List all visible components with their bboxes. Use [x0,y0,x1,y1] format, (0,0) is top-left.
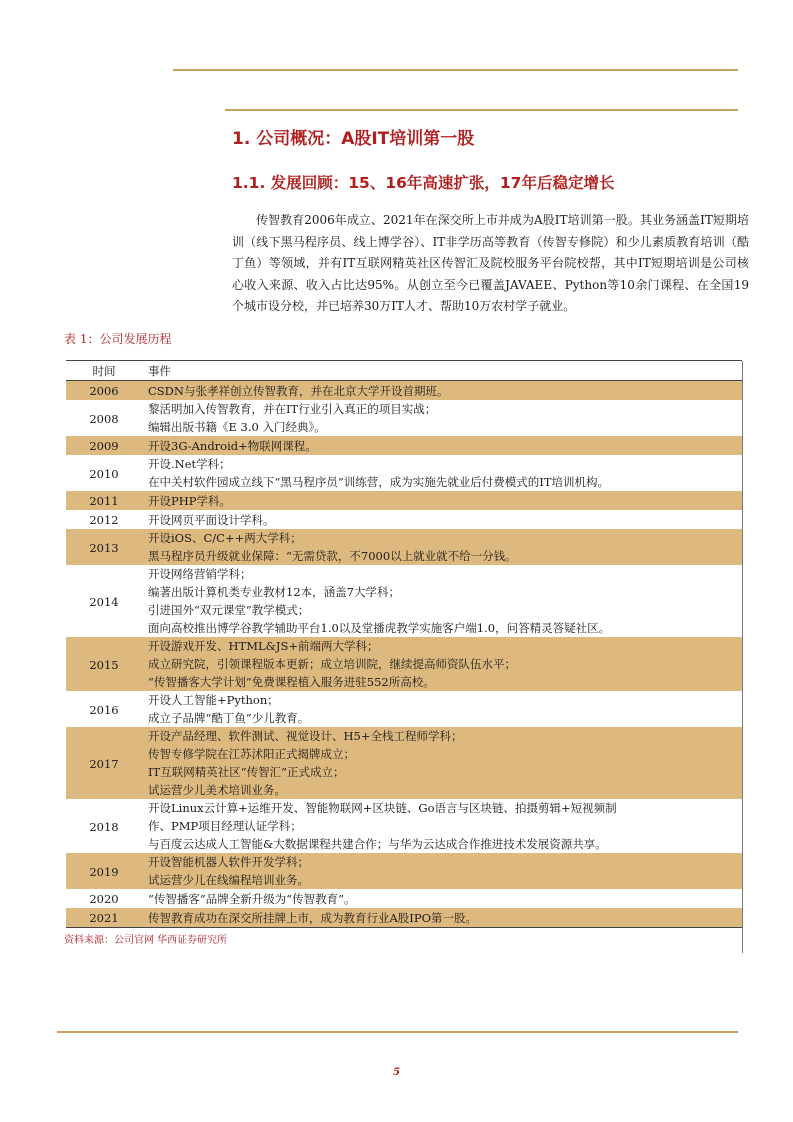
header-events: 事件 [142,361,742,381]
event-line: 编著出版计算机类专业教材12本，涵盖7大学科； [148,585,400,599]
events-cell [142,529,742,565]
event-line: 成立研究院，引领课程版本更新；成立培训院，继续提高师资队伍水平； [148,657,516,671]
events-cell [142,381,742,401]
event-line: CSDN与张孝祥创立传智教育，并在北京大学开设首期班。 [148,383,449,398]
event-line: “传智播客”品牌全新升级为“传智教育”。 [148,891,356,906]
event-line: 面向高校推出博学谷教学辅助平台1.0以及堂播虎教学实施客户端1.0，问答精灵答疑社区。 [148,621,611,635]
table-row [66,510,742,529]
table-row [66,889,742,908]
events-cell [142,491,742,510]
table-row [66,529,742,565]
year-cell: 2014 [89,594,119,609]
event-line: 开设3G-Android+物联网课程。 [148,438,317,453]
event-line: 开设游戏开发、HTML&JS+前端两大学科； [148,639,379,653]
table-row [66,381,742,401]
events-cell [142,510,742,529]
event-line: 开设网页平面设计学科。 [148,512,275,527]
year-cell: 2019 [66,853,142,889]
events-cell [142,908,742,928]
events-cell [142,691,742,727]
event-line: 开设人工智能+Python； [148,693,279,707]
events-cell [142,727,742,799]
event-line: IT互联网精英社区“传智汇”正式成立； [148,765,345,779]
event-line: 成立子品牌“酷丁鱼”少儿教育。 [148,711,310,725]
year-cell: 2018 [89,819,119,834]
table-row [66,691,742,727]
year-cell: 2017 [66,727,142,799]
history-table [66,360,742,928]
table-row [66,637,742,691]
year-cell: 2009 [66,436,142,455]
event-line: 传智专修学院在江苏沭阳正式揭牌成立； [148,747,355,761]
event-line: 开设Linux云计算+运维开发、智能物联网+区块链、Go语言与区块链、拍摄剪辑+短视频制 [148,801,617,815]
table-row [66,400,742,436]
table-row [66,908,742,928]
event-line: 引进国外“双元课堂”教学模式； [148,603,310,617]
table-row [66,565,742,637]
intro-paragraph: 传智教育2006年成立、2021年在深交所上市并成为A股IT培训第一股。其业务涵盖IT短期培训（线下黑马程序员、线上博学谷）、IT非学历高等教育（传智专修院）和少儿素质教育培训（酷丁鱼）等领域，并有IT互联网精英社区传智汇及院校服务平台院校帮，其中IT短期培训是公司核心收入来源、收入占比达95%。从创立至今已覆盖JAVAEE、Python等10余门课程、在全国19个城市设分校，并已培养30万IT人才、帮助10万农村学子就业。 [232,213,749,313]
header-rule [173,69,738,71]
header-year: 时间 [66,361,142,381]
table-row [66,799,742,853]
table-row [66,455,742,491]
events-cell [142,565,742,637]
section-rule [225,109,738,111]
year-cell: 2021 [66,908,142,928]
year-cell: 2015 [66,637,142,691]
event-line: 作、PMP项目经理认证学科； [148,819,302,833]
event-line: 试运营少儿美术培训业务。 [148,783,286,797]
table-right-border [742,361,743,953]
event-line: 与百度云达成人工智能&大数据课程共建合作；与华为云达成合作推进技术发展资源共享。 [148,837,607,851]
page-number: 5 [393,1067,400,1078]
event-line: 开设智能机器人软件开发学科； [148,855,309,869]
year-cell: 2013 [66,529,142,565]
table-row [66,853,742,889]
events-cell [142,455,742,491]
event-line: 试运营少儿在线编程培训业务。 [148,873,309,887]
event-line: 黎活明加入传智教育，并在IT行业引入真正的项目实战； [148,402,437,416]
events-cell [142,799,742,853]
event-line: 黑马程序员升级就业保障：“无需贷款，不7000以上就业就不给一分钱。 [148,549,517,563]
year-cell: 2020 [89,892,119,906]
events-cell [142,436,742,455]
year-cell: 2012 [89,513,119,527]
event-line: 编辑出版书籍《E 3.0 入门经典》。 [148,420,326,434]
table-row [66,727,742,799]
table-body [66,381,742,928]
table-row [66,491,742,510]
section-subtitle: 1.1. 发展回顾：15、16年高速扩张，17年后稳定增长 [232,174,615,192]
event-line: 传智教育成功在深交所挂牌上市，成为教育行业A股IPO第一股。 [148,910,478,925]
events-cell [142,400,742,436]
table-caption: 表 1：公司发展历程 [64,332,172,346]
year-cell: 2016 [89,702,119,717]
event-line: “传智播客大学计划”免费课程植入服务进驻552所高校。 [148,675,435,689]
year-cell: 2008 [89,411,119,426]
event-line: 开设iOS、C/C++两大学科； [148,531,302,545]
event-line: 开设.Net学科； [148,457,231,471]
source-note: 资料来源：公司官网 华西证券研究所 [64,935,228,946]
table-row [66,436,742,455]
event-line: 开设产品经理、软件测试、视觉设计、H5+全栈工程师学科； [148,729,463,743]
event-line: 开设PHP学科。 [148,493,232,508]
year-cell: 2011 [66,491,142,510]
table-header-row [66,361,742,381]
footer-rule [57,1031,738,1033]
event-line: 在中关村软件园成立线下“黑马程序员”训练营，成为实施先就业后付费模式的IT培训机构。 [148,475,609,489]
events-cell [142,853,742,889]
year-cell: 2006 [66,381,142,401]
events-cell [142,637,742,691]
event-line: 开设网络营销学科； [148,567,252,581]
events-cell [142,889,742,908]
section-title: 1. 公司概况：A股IT培训第一股 [232,129,475,149]
year-cell: 2010 [89,466,119,481]
